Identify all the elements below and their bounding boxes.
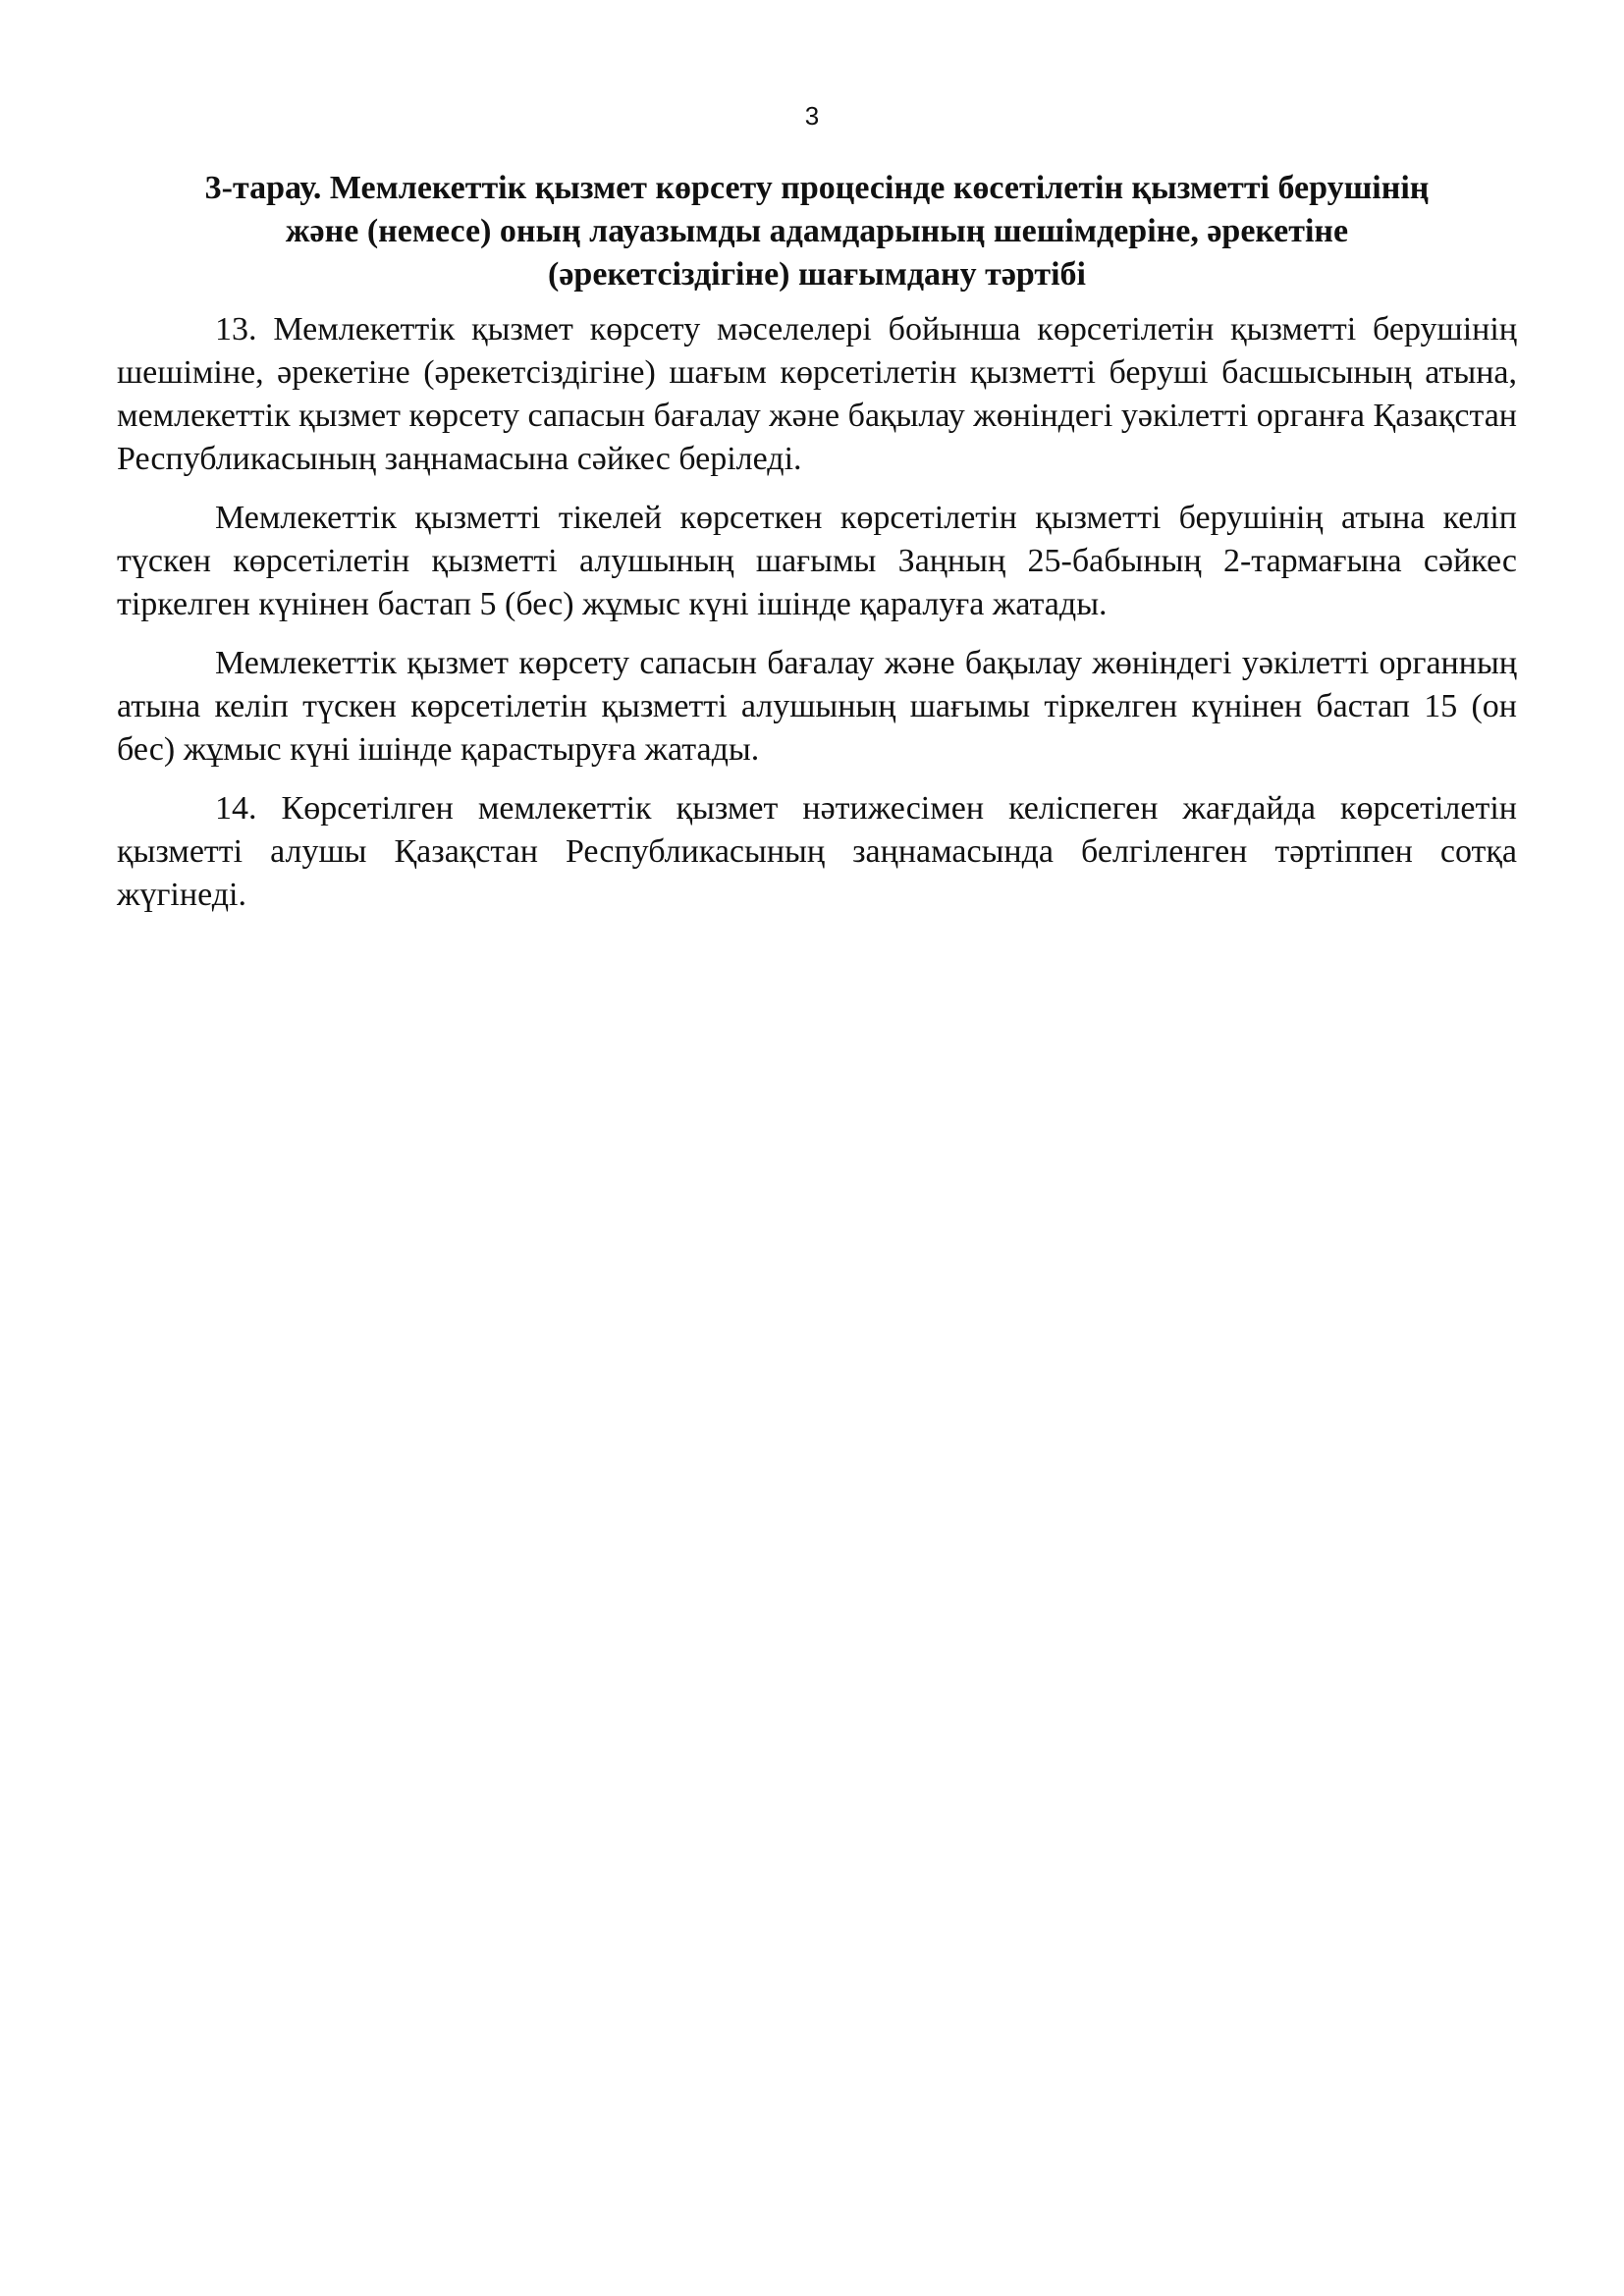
paragraph-13: 13. Мемлекеттік қызмет көрсету мәселелері бойынша көрсетілетін қызметті берушінің шешіміне, әрекетіне (әрекетсіздігіне) шағым көрсетілетін қызметті беруші басшысының атына, мемлекеттік қызмет көрсету сапасын бағалау және бақылау жөніндегі уәкілетті органға Қазақстан Республикасының заңнамасына сәйкес беріледі.	[117, 311, 1517, 477]
page-number: 3	[804, 101, 820, 131]
paragraph-14: 14. Көрсетілген мемлекеттік қызмет нәтижесімен келіспеген жағдайда көрсетілетін қызметті алушы Қазақстан Республикасының заңнамасында белгіленген тәртіппен сотқа жүгінеді.	[117, 790, 1517, 913]
document-body	[117, 167, 1517, 917]
chapter-heading	[117, 167, 1517, 296]
paragraph-complaint-provider: Мемлекеттік қызметті тікелей көрсеткен көрсетілетін қызметті берушінің атына келіп түскен көрсетілетін қызметті алушының шағымы Заңның 25-бабының 2-тармағына сәйкес тіркелген күнінен бастап 5 (бес) жұмыс күні ішінде қаралуға жатады.	[117, 500, 1517, 622]
paragraph-complaint-authority: Мемлекеттік қызмет көрсету сапасын бағалау және бақылау жөніндегі уәкілетті органның атына келіп түскен көрсетілетін қызметті алушының шағымы тіркелген күнінен бастап 15 (он бес) жұмыс күні ішінде қарастыруға жатады.	[117, 645, 1517, 768]
chapter-heading-line: және (немесе) оның лауазымды адамдарының шешімдеріне, әрекетіне	[285, 213, 1349, 249]
chapter-heading-line: 3-тарау. Мемлекеттік қызмет көрсету процесінде көсетілетін қызметті берушінің	[204, 170, 1430, 206]
chapter-heading-line: (әрекетсіздігіне) шағымдану тәртібі	[548, 256, 1086, 293]
